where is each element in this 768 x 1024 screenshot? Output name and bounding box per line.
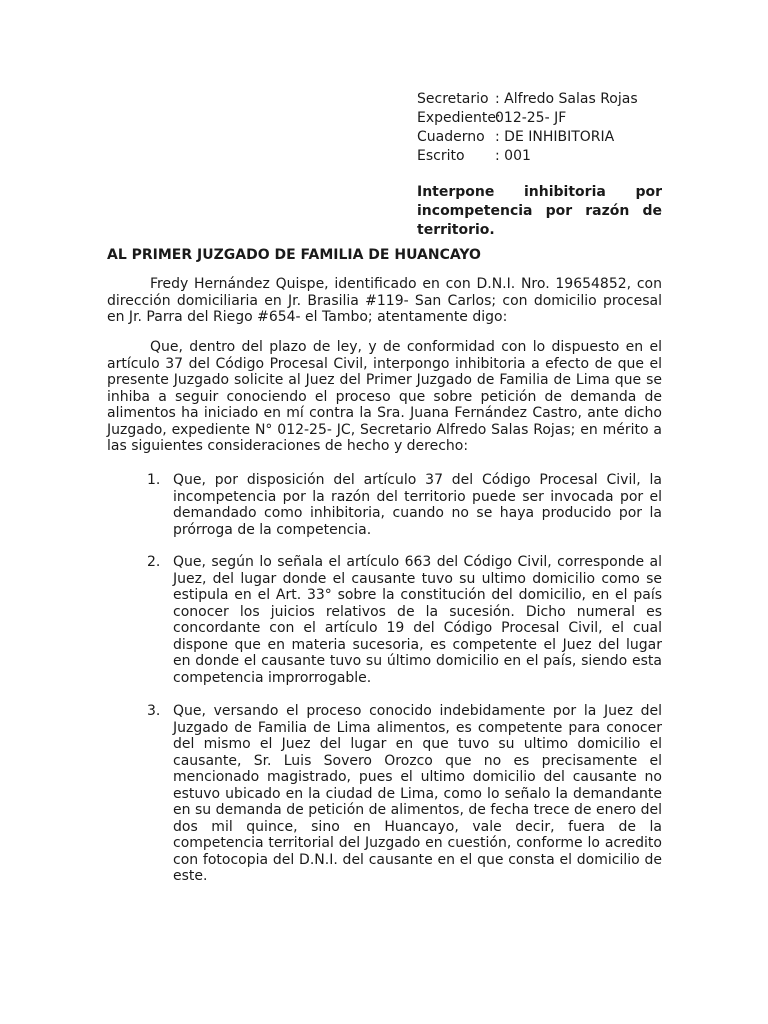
- body-text: Que, dentro del plazo de ley, y de conformidad con lo dispuesto en el artículo 37 del Código Procesal Civil, interpongo inhibitoria a efecto de que el presente Juzgado solicite al Juez del Primer Juzgado de Familia de Lima que se inhiba a seguir conociendo el proceso que sobre petición de demanda de alimentos ha iniciado en mí contra la Sra. Juana Fernández Castro, ante dicho Juzgado, expediente N° 012-25- JC, Secretario Alfredo Salas Rojas; en mérito a las siguientes consideraciones de hecho y derecho:: [107, 339, 662, 454]
- escrito-value: : 001: [495, 148, 531, 164]
- expediente-row: [417, 109, 662, 128]
- sumilla-line-1: Interpone inhibitoria por: [417, 184, 662, 200]
- cuaderno-value: : DE INHIBITORIA: [495, 129, 615, 145]
- secretario-row: [417, 90, 662, 109]
- list-item-text: Que, por disposición del artículo 37 del Código Procesal Civil, la incompetencia por la razón del territorio puede ser invocada por el demandado como inhibitoria, cuando no se haya producido por la prórroga de la competencia.: [173, 472, 662, 538]
- list-item-number: 3.: [147, 703, 161, 719]
- secretario-value: : Alfredo Salas Rojas: [495, 91, 638, 107]
- sumilla-line-2: incompetencia por razón de: [417, 203, 662, 219]
- list-item: [147, 472, 662, 538]
- sumilla-line-3: territorio.: [417, 222, 495, 238]
- list-item-text: Que, versando el proceso conocido indebidamente por la Juez del Juzgado de Familia de Lima alimentos, es competente para conocer del mismo el Juez del lugar en que tuvo su ultimo domicilio el causante, Sr. Luis Sovero Orozco que no es precisamente el mencionado magistrado, pues el ultimo domicilio del causante no estuvo ubicado en la ciudad de Lima, como lo señalo la demandante en su demanda de petición de alimentos, de fecha trece de enero del dos mil quince, sino en Huancayo, vale decir, fuera de la competencia territorial del Juzgado en cuestión, conforme lo acredito con fotocopia del D.N.I. del causante en el que consta el domicilio de este.: [173, 703, 662, 884]
- sumilla: [417, 183, 662, 240]
- list-item-number: 2.: [147, 554, 161, 570]
- expediente-label: Expediente:: [417, 110, 501, 126]
- escrito-row: [417, 147, 662, 166]
- cuaderno-row: [417, 128, 662, 147]
- list-item: [147, 554, 662, 686]
- addressee-heading: AL PRIMER JUZGADO DE FAMILIA DE HUANCAYO: [107, 247, 481, 263]
- cuaderno-label: Cuaderno: [417, 129, 485, 145]
- expediente-value: 012-25- JF: [495, 110, 567, 126]
- body-paragraph: [107, 339, 662, 455]
- list-item-number: 1.: [147, 472, 161, 488]
- intro-text: Fredy Hernández Quispe, identificado en con D.N.I. Nro. 19654852, con dirección domiciliaria en Jr. Brasilia #119- San Carlos; con domicilio procesal en Jr. Parra del Riego #654- el Tambo; atentamente digo:: [107, 276, 662, 325]
- case-header: [417, 90, 662, 166]
- secretario-label: Secretario: [417, 91, 489, 107]
- intro-paragraph: [107, 276, 662, 326]
- list-item: [147, 703, 662, 885]
- escrito-label: Escrito: [417, 148, 465, 164]
- list-item-text: Que, según lo señala el artículo 663 del Código Civil, corresponde al Juez, del lugar donde el causante tuvo su ultimo domicilio como se estipula en el Art. 33° sobre la constitución del domicilio, en el país conocer los juicios relativos de la sucesión. Dicho numeral es concordante con el artículo 19 del Código Procesal Civil, el cual dispone que en materia sucesoria, es competente el Juez del lugar en donde el causante tuvo su último domicilio en el país, siendo esta competencia improrrogable.: [173, 554, 662, 686]
